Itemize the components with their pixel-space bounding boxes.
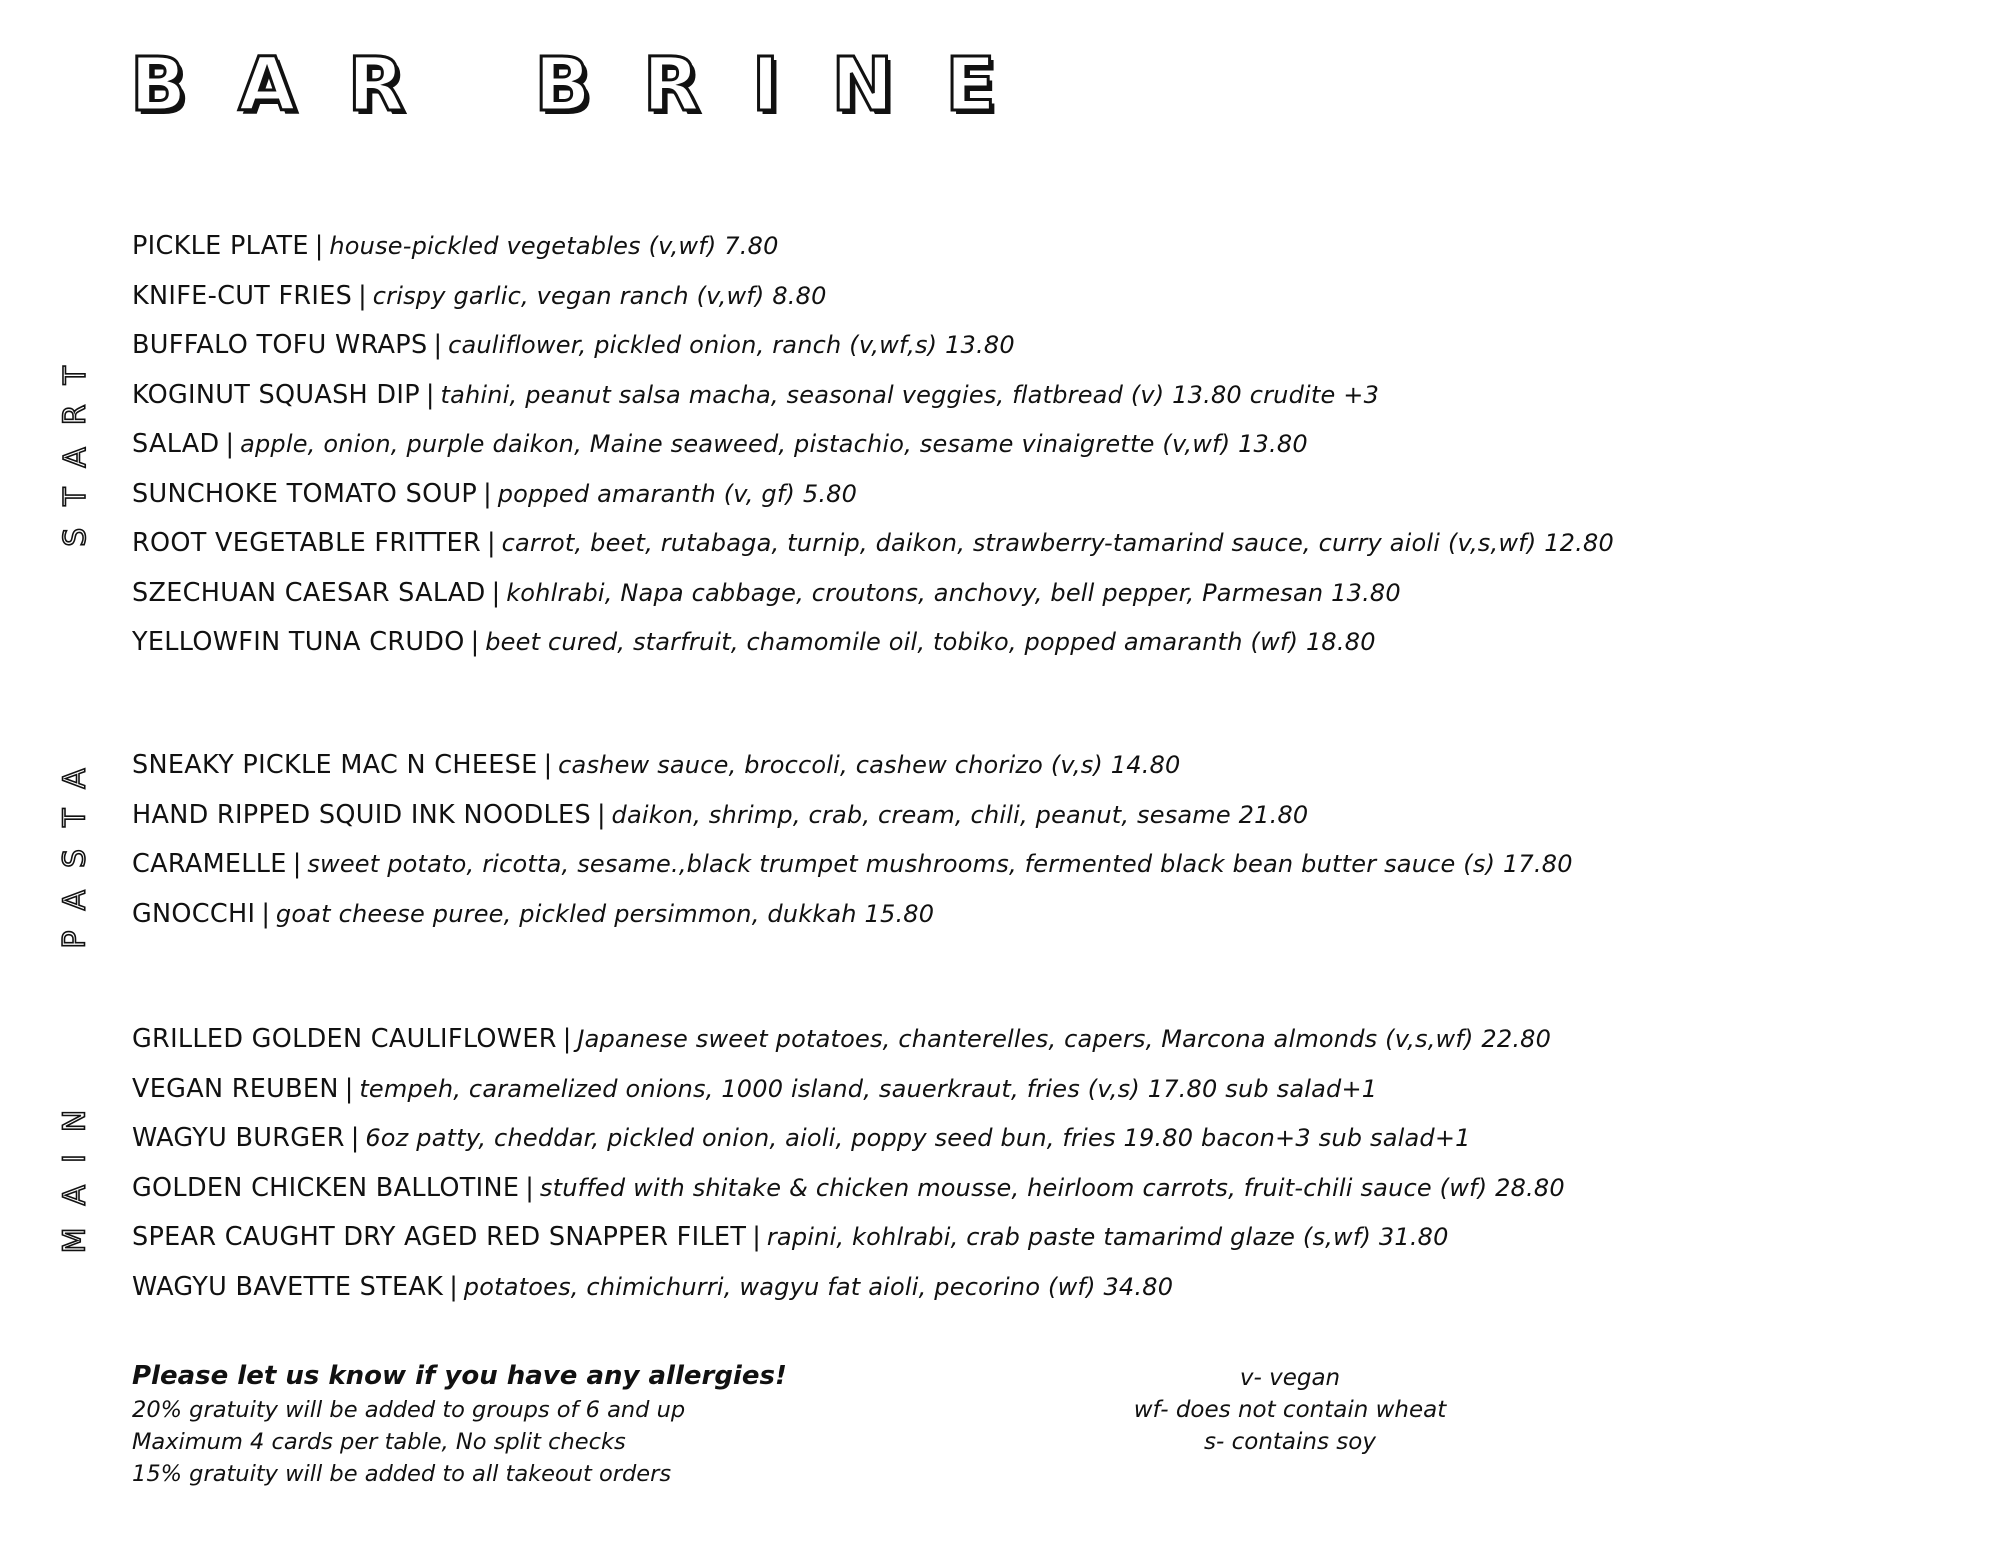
item-name: SNEAKY PICKLE MAC N CHEESE xyxy=(132,750,538,780)
legend-soy: s- contains soy xyxy=(1204,1429,1376,1455)
item-name: SPEAR CAUGHT DRY AGED RED SNAPPER FILET xyxy=(132,1222,747,1252)
item-separator: | xyxy=(261,898,270,929)
item-separator: | xyxy=(292,849,302,879)
section-label-main xyxy=(57,1085,93,1255)
allergy-notice: Please let us know if you have any allergies! xyxy=(132,1361,787,1391)
menu-item xyxy=(132,519,1614,569)
section-label-start xyxy=(57,300,93,590)
menu-item xyxy=(132,420,1614,470)
item-name: YELLOWFIN TUNA CRUDO xyxy=(132,627,465,657)
menu-item xyxy=(132,741,1573,791)
item-separator: | xyxy=(433,330,443,360)
menu-item xyxy=(132,791,1573,841)
item-separator: | xyxy=(491,577,501,608)
main-items xyxy=(132,1015,1565,1312)
item-description: kohlrabi, Napa cabbage, croutons, anchovy, bell pepper, Parmesan 13.80 xyxy=(506,578,1401,607)
item-separator: | xyxy=(470,627,480,657)
item-separator: | xyxy=(225,429,235,459)
item-description: house-pickled vegetables (v,wf) 7.80 xyxy=(329,232,779,260)
item-description: stuffed with shitake & chicken mousse, heirloom carrots, fruit-chili sauce (wf) 28.80 xyxy=(539,1173,1565,1202)
item-separator: | xyxy=(752,1222,761,1252)
item-name: KOGINUT SQUASH DIP xyxy=(132,379,420,410)
gratuity-takeout-note: 15% gratuity will be added to all takeout orders xyxy=(132,1461,672,1487)
section-label-start-text: START xyxy=(57,343,93,547)
item-separator: | xyxy=(314,231,324,261)
menu-item xyxy=(132,840,1573,890)
restaurant-title: BAR BRINE xyxy=(130,42,1048,128)
menu-item xyxy=(132,371,1614,421)
section-label-main-text: MAIN xyxy=(57,1087,93,1253)
item-separator: | xyxy=(486,528,496,558)
item-description: daikon, shrimp, crab, cream, chili, peanut, sesame 21.80 xyxy=(611,800,1309,829)
item-name: WAGYU BAVETTE STEAK xyxy=(132,1271,444,1302)
item-name: SZECHUAN CAESAR SALAD xyxy=(132,577,486,608)
item-description: popped amaranth (v, gf) 5.80 xyxy=(497,479,858,508)
item-separator: | xyxy=(525,1172,534,1203)
item-separator: | xyxy=(596,799,606,830)
gratuity-groups-note: 20% gratuity will be added to groups of 6 and up xyxy=(132,1397,686,1423)
menu-item xyxy=(132,1213,1565,1263)
legend-wheat-free: wf- does not contain wheat xyxy=(1133,1397,1447,1423)
item-description: tempeh, caramelized onions, 1000 island, sauerkraut, fries (v,s) 17.80 sub salad+1 xyxy=(359,1074,1378,1103)
menu-item xyxy=(132,321,1614,371)
item-separator: | xyxy=(344,1073,354,1104)
item-separator: | xyxy=(358,280,367,311)
section-label-pasta-text: PASTA xyxy=(57,746,93,949)
menu-item xyxy=(132,1065,1565,1115)
item-name: PICKLE PLATE xyxy=(132,231,309,261)
item-separator: | xyxy=(483,478,492,509)
item-separator: | xyxy=(543,750,553,780)
item-name: VEGAN REUBEN xyxy=(132,1073,339,1104)
item-description: carrot, beet, rutabaga, turnip, daikon, strawberry-tamarind sauce, curry aioli (v,s,wf) 12.80 xyxy=(501,529,1614,557)
item-description: apple, onion, purple daikon, Maine seaweed, pistachio, sesame vinaigrette (v,wf) 13.80 xyxy=(240,430,1308,458)
item-description: beet cured, starfruit, chamomile oil, tobiko, popped amaranth (wf) 18.80 xyxy=(485,628,1376,656)
item-separator: | xyxy=(350,1123,360,1153)
item-name: CARAMELLE xyxy=(132,849,287,879)
cards-per-table-note: Maximum 4 cards per table, No split checks xyxy=(132,1429,626,1455)
menu-item xyxy=(132,470,1614,520)
item-name: SUNCHOKE TOMATO SOUP xyxy=(132,478,478,509)
item-name: BUFFALO TOFU WRAPS xyxy=(132,330,428,360)
item-description: cashew sauce, broccoli, cashew chorizo (v,s) 14.80 xyxy=(558,751,1181,779)
item-description: 6oz patty, cheddar, pickled onion, aioli, poppy seed bun, fries 19.80 bacon+3 sub salad+1 xyxy=(365,1124,1471,1152)
item-name: GNOCCHI xyxy=(132,898,256,929)
menu-item xyxy=(132,618,1614,668)
item-description: Japanese sweet potatoes, chanterelles, capers, Marcona almonds (v,s,wf) 22.80 xyxy=(577,1025,1552,1053)
item-separator: | xyxy=(562,1024,572,1054)
item-description: tahini, peanut salsa macha, seasonal veggies, flatbread (v) 13.80 crudite +3 xyxy=(440,380,1380,409)
item-name: HAND RIPPED SQUID INK NOODLES xyxy=(132,799,591,830)
item-name: KNIFE-CUT FRIES xyxy=(132,280,353,311)
menu-item xyxy=(132,1015,1565,1065)
item-name: SALAD xyxy=(132,429,220,459)
menu-item xyxy=(132,272,1614,322)
menu-item xyxy=(132,1114,1565,1164)
item-description: sweet potato, ricotta, sesame.,black trumpet mushrooms, fermented black bean butter sauce (s) 17.80 xyxy=(307,850,1573,878)
item-separator: | xyxy=(449,1271,458,1302)
item-separator: | xyxy=(425,379,435,410)
footer-notes xyxy=(132,1358,787,1490)
item-name: GRILLED GOLDEN CAULIFLOWER xyxy=(132,1024,557,1054)
item-name: ROOT VEGETABLE FRITTER xyxy=(132,528,481,558)
item-description: rapini, kohlrabi, crab paste tamarimd glaze (s,wf) 31.80 xyxy=(766,1223,1449,1251)
item-description: potatoes, chimichurri, wagyu fat aioli, pecorino (wf) 34.80 xyxy=(463,1272,1174,1301)
pasta-items xyxy=(132,741,1573,939)
menu-item xyxy=(132,569,1614,619)
item-name: GOLDEN CHICKEN BALLOTINE xyxy=(132,1172,520,1203)
item-description: cauliflower, pickled onion, ranch (v,wf,s) 13.80 xyxy=(448,331,1015,359)
menu-item xyxy=(132,890,1573,940)
menu-item xyxy=(132,1263,1565,1313)
item-description: goat cheese puree, pickled persimmon, dukkah 15.80 xyxy=(275,899,935,928)
dietary-legend xyxy=(1070,1362,1510,1458)
item-description: crispy garlic, vegan ranch (v,wf) 8.80 xyxy=(372,281,827,310)
item-name: WAGYU BURGER xyxy=(132,1123,345,1153)
section-label-pasta xyxy=(57,735,93,960)
menu-item xyxy=(132,1164,1565,1214)
menu-item xyxy=(132,222,1614,272)
start-items xyxy=(132,222,1614,668)
legend-vegan: v- vegan xyxy=(1239,1365,1341,1391)
